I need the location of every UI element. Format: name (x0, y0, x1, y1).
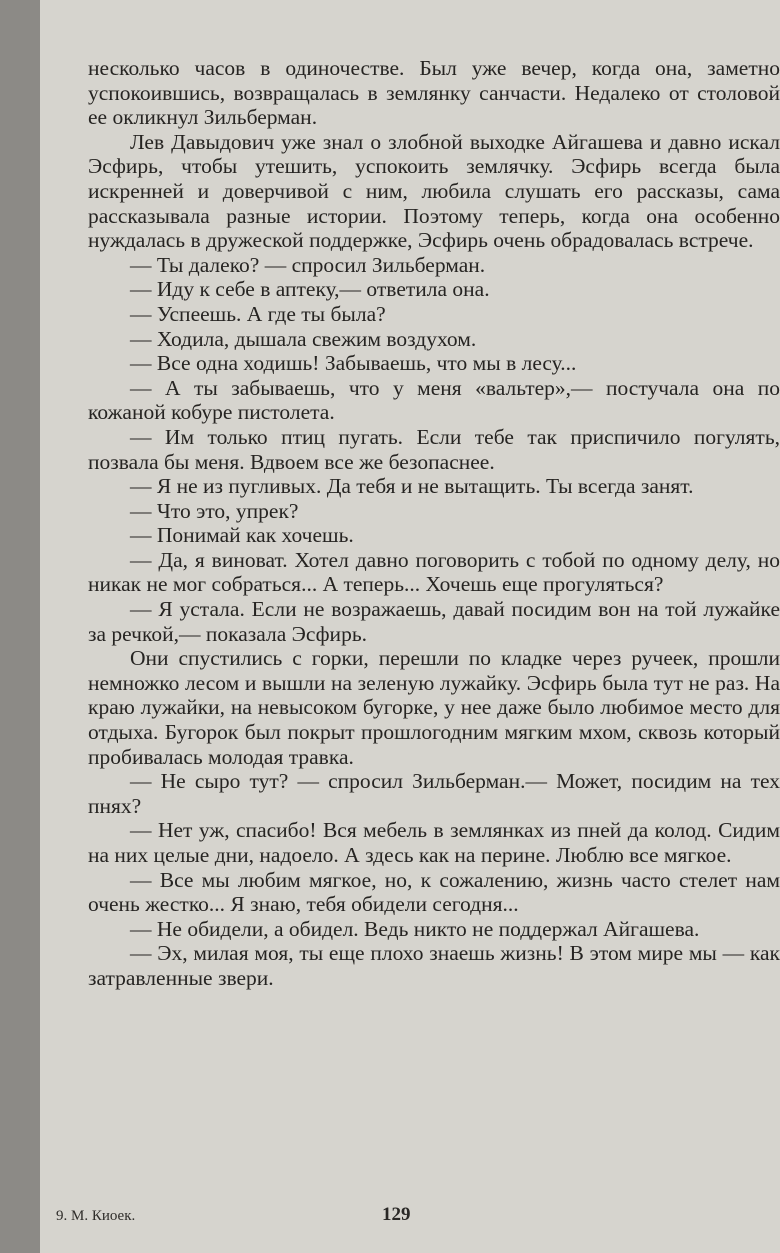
paragraph: — Понимай как хочешь. (130, 523, 354, 548)
book-page (40, 0, 780, 1253)
page-text (88, 56, 780, 991)
paragraph: — Им только птиц пугать. Если тебе так приспичило погулять, позвала бы меня. Вдвоем все же безопаснее. (88, 424, 780, 474)
paragraph: несколько часов в одиночестве. Был уже вечер, когда она, заметно успокоившись, возвращалась в землянку санчасти. Недалеко от столовой ее окликнул Зильберман. (88, 56, 780, 130)
printer-signature: 9. М. Киоек. (56, 1208, 136, 1224)
paragraph: Лев Давыдович уже знал о злобной выходке Айгашева и давно искал Эсфирь, чтобы утешить, успокоить землячку. Эсфирь всегда была искренней и доверчивой с ним, любила слушать его рассказы, сама рассказывала разные истории. Поэтому теперь, когда она особенно нуждалась в дружеской поддержке, Эсфирь очень обрадовалась встрече. (88, 129, 780, 253)
page-number: 129 (382, 1204, 411, 1225)
paragraph: — Не сыро тут? — спросил Зильберман.— Может, посидим на тех пнях? (88, 769, 780, 818)
paragraph: — А ты забываешь, что у меня «вальтер»,— постучала она по кожаной кобуре пистолета. (88, 375, 780, 425)
paragraph: — Успеешь. А где ты была? (130, 301, 386, 326)
paragraph: — Что это, упрек? (130, 498, 299, 523)
paragraph: — Нет уж, спасибо! Вся мебель в землянках из пней да колод. Сидим на них целые дни, надоело. А здесь как на перине. Люблю все мягкое. (88, 818, 780, 867)
paragraph: — Ходила, дышала свежим воздухом. (130, 326, 477, 351)
paragraph: — Не обидели, а обидел. Ведь никто не поддержал Айгашева. (130, 916, 700, 941)
paragraph: — Эх, милая моя, ты еще плохо знаешь жизнь! В этом мире мы — как затравленные звери. (88, 941, 780, 990)
paragraph: — Все одна ходишь! Забываешь, что мы в лесу... (130, 351, 577, 376)
paragraph: — Я не из пугливых. Да тебя и не вытащить. Ты всегда занят. (130, 474, 694, 499)
page-binding-edge (0, 0, 40, 1253)
paragraph: — Да, я виноват. Хотел давно поговорить с тобой по одному делу, но никак не мог собраться... А теперь... Хочешь еще прогуляться? (88, 547, 780, 597)
paragraph: — Иду к себе в аптеку,— ответила она. (130, 277, 490, 302)
paragraph: — Все мы любим мягкое, но, к сожалению, жизнь часто стелет нам очень жестко... Я знаю, тебя обидели сегодня... (88, 867, 780, 917)
paragraph: Они спустились с горки, перешли по кладке через ручеек, прошли немножко лесом и вышли на зеленую лужайку. Эсфирь была тут не раз. На краю лужайки, на невысоком бугорке, у нее даже было любимое место для отдыха. Бугорок был покрыт прошлогодним мягким мхом, сквозь который пробивалась молодая травка. (88, 646, 780, 769)
paragraph: — Ты далеко? — спросил Зильберман. (130, 252, 486, 277)
paragraph: — Я устала. Если не возражаешь, давай посидим вон на той лужайке за речкой,— показала Эсфирь. (88, 597, 780, 646)
